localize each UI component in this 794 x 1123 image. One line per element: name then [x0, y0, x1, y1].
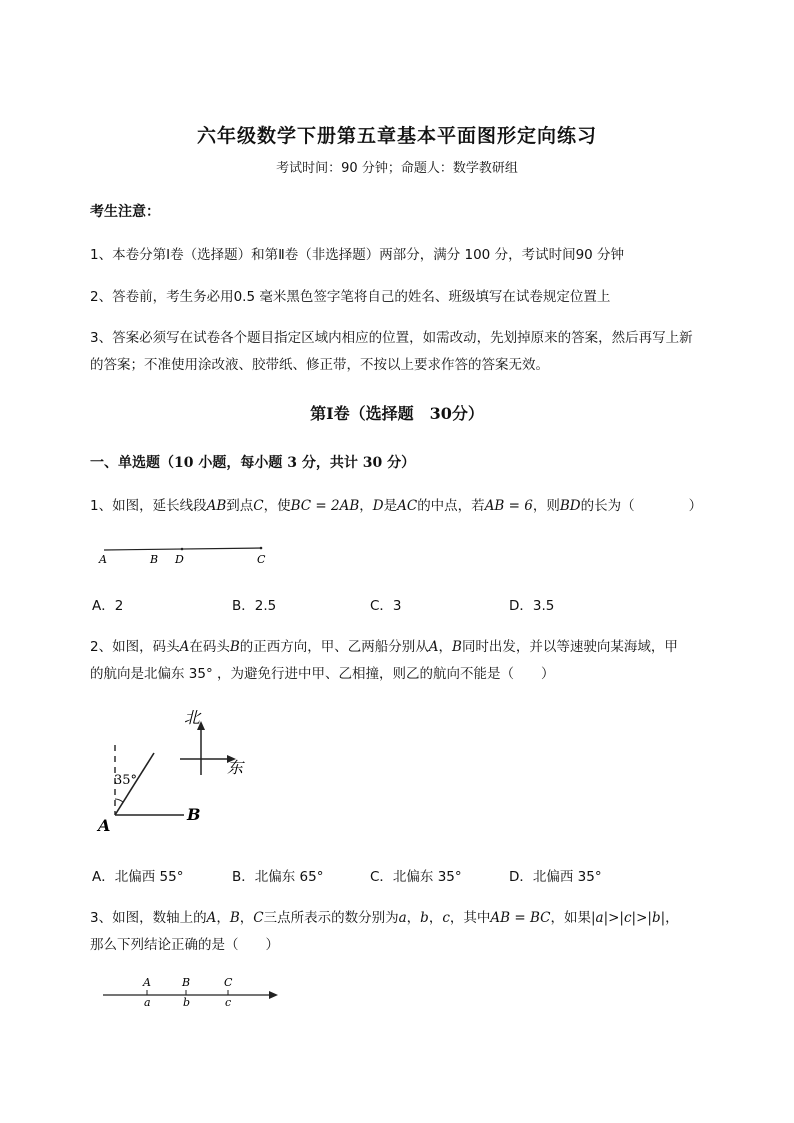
label-b: B	[150, 553, 159, 566]
q2-option-b[interactable]: B．北偏东 65°	[232, 869, 324, 885]
label-c: C	[257, 553, 266, 566]
section-title: 第Ⅰ卷（选择题 30分）	[310, 404, 484, 423]
label-b: B	[187, 805, 201, 824]
question-1-text: 1、如图，延长线段AB到点C，使BC = 2AB，D是AC的中点，若AB = 6，则BD的长为（ ）	[90, 498, 703, 514]
q2-option-a[interactable]: A．北偏西 55°	[92, 869, 184, 885]
label-north: 北	[184, 708, 201, 727]
label-value-b: b	[183, 996, 191, 1009]
label-a: A	[99, 553, 107, 566]
q1-option-c[interactable]: C．3	[370, 598, 402, 614]
number-line-arrow-icon	[269, 991, 278, 999]
question-2-figure	[90, 705, 270, 840]
label-value-a: a	[144, 996, 151, 1009]
notice-item-3-cont: 的答案；不准使用涂改液、胶带纸、修正带，不按以上要求作答的答案无效。	[90, 357, 549, 373]
q1-option-a[interactable]: A．2	[92, 598, 124, 614]
point-c	[260, 547, 263, 550]
angle-label: 35°	[114, 773, 138, 788]
question-2-text-line1: 2、如图，码头A在码头B的正西方向，甲、乙两船分别从A，B同时出发，并以等速驶向某海域，甲	[90, 639, 678, 655]
part-title: 一、单选题（10 小题，每小题 3 分，共计 30 分）	[90, 455, 416, 471]
page-title: 六年级数学下册第五章基本平面图形定向练习	[196, 125, 597, 147]
question-1-figure	[90, 540, 280, 570]
q1-option-b[interactable]: B．2.5	[232, 598, 277, 614]
label-d: D	[175, 553, 184, 566]
exam-info: 考试时间：90 分钟；命题人：数学教研组	[276, 161, 518, 176]
label-point-a: A	[143, 976, 151, 989]
q2-option-c[interactable]: C．北偏东 35°	[370, 869, 462, 885]
label-point-c: C	[224, 976, 233, 989]
label-a: A	[98, 816, 111, 835]
q1-option-d[interactable]: D．3.5	[509, 598, 555, 614]
notice-item-1: 1、本卷分第Ⅰ卷（选择题）和第Ⅱ卷（非选择题）两部分，满分 100 分，考试时间90 分钟	[90, 247, 625, 263]
notice-item-2: 2、答卷前，考生务必用0.5 毫米黑色签字笔将自己的姓名、班级填写在试卷规定位置上	[90, 289, 611, 305]
question-2-text-line2: 的航向是北偏东 35° ，为避免行进中甲、乙相撞，则乙的航向不能是（ ）	[90, 666, 555, 682]
question-3-text-line2: 那么下列结论正确的是（ ）	[90, 937, 279, 953]
angle-arc	[115, 799, 123, 802]
label-point-b: B	[182, 976, 191, 989]
question-3-text-line1: 3、如图，数轴上的A，B，C三点所表示的数分别为a，b，c，其中AB = BC，如果|a|>|c|>|b|，	[90, 910, 679, 926]
q2-option-d[interactable]: D．北偏西 35°	[509, 869, 602, 885]
notice-heading: 考生注意：	[90, 204, 160, 220]
label-east: 东	[227, 758, 244, 777]
notice-item-3: 3、答案必须写在试卷各个题目指定区域内相应的位置，如需改动，先划掉原来的答案，然后再写上新	[90, 330, 693, 346]
point-d	[181, 548, 184, 551]
question-3-figure	[95, 972, 285, 1010]
label-value-c: c	[225, 996, 232, 1009]
